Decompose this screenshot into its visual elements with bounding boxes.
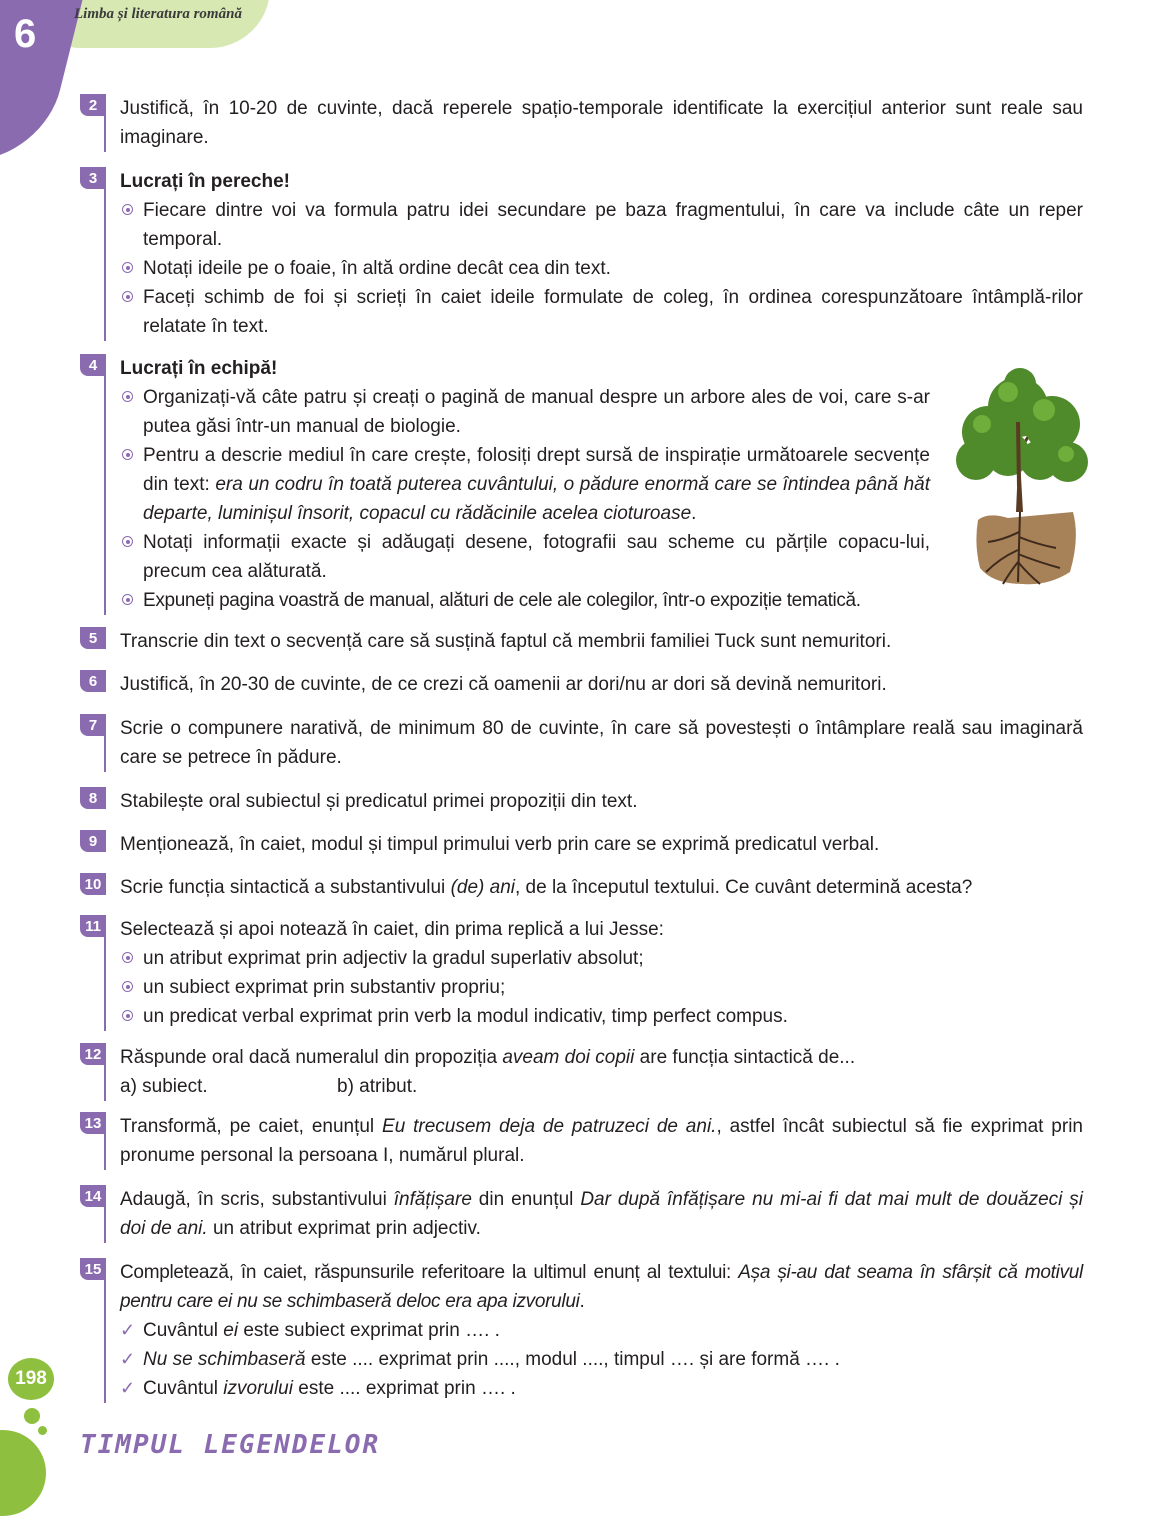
exercise-number: 5 bbox=[80, 627, 106, 649]
exercise-12 bbox=[80, 1043, 1083, 1101]
exercise-bar bbox=[104, 1065, 106, 1101]
bullet-item: Notați ideile pe o foaie, în altă ordine decât cea din text. bbox=[120, 254, 1083, 283]
bullet-icon bbox=[122, 594, 133, 605]
exercise-text: Transformă, pe caiet, enunțul Eu trecusem deja de patruzeci de ani., astfel încât subiectul să fie exprimat prin pronume personal la persoana I, numărul plural. bbox=[120, 1116, 1083, 1166]
exercise-4 bbox=[80, 354, 930, 615]
exercise-2 bbox=[80, 94, 1083, 152]
exercise-number: 12 bbox=[80, 1043, 106, 1065]
tree-illustration bbox=[948, 362, 1098, 594]
exercise-text: Scrie funcția sintactică a substantivului (de) ani, de la începutul textului. Ce cuvânt determină acesta? bbox=[120, 877, 973, 898]
exercise-number: 7 bbox=[80, 714, 106, 736]
exercise-number: 14 bbox=[80, 1185, 106, 1207]
option-a: a) subiect. bbox=[120, 1076, 208, 1097]
bullet-item: Notați informații exacte și adăugați desene, fotografii sau scheme cu părțile copacu-lui, precum cea alăturată. bbox=[120, 528, 930, 586]
option-b: b) atribut. bbox=[337, 1076, 418, 1097]
bullet-icon bbox=[122, 981, 133, 992]
bullet-icon bbox=[122, 291, 133, 302]
exercise-text: Selectează și apoi notează în caiet, din prima replică a lui Jesse: bbox=[120, 919, 664, 940]
bullet-icon bbox=[122, 262, 133, 273]
exercise-text: Stabilește oral subiectul și predicatul primei propoziții din text. bbox=[120, 791, 638, 812]
exercise-number: 15 bbox=[80, 1258, 106, 1280]
checkmark-icon: ✓ bbox=[120, 1349, 136, 1369]
exercise-text: Transcrie din text o secvență care să susțină faptul că membrii familiei Tuck sunt nemuritori. bbox=[120, 631, 892, 652]
exercise-bar bbox=[104, 1280, 106, 1403]
exercise-text: Justifică, în 10-20 de cuvinte, dacă reperele spațio-temporale identificate la exercițiul anterior sunt reale sau imaginare. bbox=[120, 98, 1083, 148]
exercise-15 bbox=[80, 1258, 1083, 1403]
bullet-icon bbox=[122, 204, 133, 215]
exercise-7 bbox=[80, 714, 1083, 772]
exercise-number: 11 bbox=[80, 915, 106, 937]
exercise-number: 2 bbox=[80, 94, 106, 116]
exercise-11 bbox=[80, 915, 1083, 1031]
exercise-heading: Lucrați în echipă! bbox=[120, 358, 278, 379]
exercise-6 bbox=[80, 670, 1083, 699]
exercise-14 bbox=[80, 1185, 1083, 1243]
checkmark-icon: ✓ bbox=[120, 1320, 136, 1340]
bullet-icon bbox=[122, 952, 133, 963]
chapter-number: 6 bbox=[14, 12, 37, 56]
exercise-bar bbox=[104, 1134, 106, 1170]
exercise-number: 10 bbox=[80, 873, 106, 895]
exercise-13 bbox=[80, 1112, 1083, 1170]
exercise-number: 6 bbox=[80, 670, 106, 692]
bullet-icon bbox=[122, 391, 133, 402]
checkmark-icon: ✓ bbox=[120, 1378, 136, 1398]
bullet-item: un subiect exprimat prin substantiv propriu; bbox=[120, 973, 1083, 1002]
exercise-bar bbox=[104, 116, 106, 152]
exercise-number: 3 bbox=[80, 167, 106, 189]
exercise-heading: Lucrați în pereche! bbox=[120, 171, 290, 192]
exercise-text: Completează, în caiet, răspunsurile referitoare la ultimul enunț al textului: Așa și-au dat seama în sfârșit că motivul pentru care ei nu se schimbaseră deloc era apa izvorului. bbox=[120, 1262, 1083, 1312]
unit-title: TIMPUL LEGENDELOR bbox=[80, 1430, 381, 1460]
exercise-text: Menționează, în caiet, modul și timpul primului verb prin care se exprimă predicatul verbal. bbox=[120, 834, 880, 855]
exercise-number: 9 bbox=[80, 830, 106, 852]
exercise-text: Scrie o compunere narativă, de minimum 80 de cuvinte, în care să povestești o întâmplare reală sau imaginară care se petrece în pădure. bbox=[120, 718, 1083, 768]
exercise-10 bbox=[80, 873, 1083, 902]
exercise-number: 8 bbox=[80, 787, 106, 809]
bullet-item: Organizați-vă câte patru și creați o pagină de manual despre un arbore ales de voi, care s-ar putea găsi într-un manual de biologie. bbox=[120, 383, 930, 441]
exercise-bar bbox=[104, 376, 106, 615]
decor-dot bbox=[24, 1408, 40, 1424]
bullet-item: Faceți schimb de foi și scrieți în caiet ideile formulate de coleg, în ordinea corespunzătoare întâmplă-rilor relatate în text. bbox=[120, 283, 1083, 341]
bullet-item: un predicat verbal exprimat prin verb la modul indicativ, timp perfect compus. bbox=[120, 1002, 1083, 1031]
answer-options bbox=[120, 1072, 1083, 1101]
exercise-9 bbox=[80, 830, 1083, 859]
page-number: 198 bbox=[8, 1358, 54, 1400]
subject-title: Limba și literatura română bbox=[74, 6, 242, 22]
bullet-icon bbox=[122, 449, 133, 460]
footer-corner-shape bbox=[0, 1430, 46, 1516]
exercise-3 bbox=[80, 167, 1083, 341]
bullet-item: un atribut exprimat prin adjectiv la gradul superlativ absolut; bbox=[120, 944, 1083, 973]
exercise-8 bbox=[80, 787, 1083, 816]
check-item: ✓ Nu se schimbaseră este .... exprimat prin ...., modul ...., timpul …. și are formă …. . bbox=[120, 1345, 1083, 1374]
bullet-icon bbox=[122, 1010, 133, 1021]
decor-dot bbox=[38, 1426, 47, 1435]
bullet-item: Expuneți pagina voastră de manual, alături de cele ale colegilor, într-o expoziție tematică. bbox=[120, 586, 930, 615]
bullet-icon bbox=[122, 536, 133, 547]
bullet-item: Fiecare dintre voi va formula patru idei secundare pe baza fragmentului, în care va include câte un reper temporal. bbox=[120, 196, 1083, 254]
exercise-text: Răspunde oral dacă numeralul din propoziția aveam doi copii are funcția sintactică de... bbox=[120, 1047, 856, 1068]
bullet-item: Pentru a descrie mediul în care crește, folosiți drept sursă de inspirație următoarele secvențe din text: era un codru în toată puterea cuvântului, o pădure enormă care se întindea până hăt departe, luminișul însorit, copacul cu rădăcinile acelea cioturoase. bbox=[120, 441, 930, 528]
exercise-bar bbox=[104, 189, 106, 341]
exercise-bar bbox=[104, 1207, 106, 1243]
exercise-text: Adaugă, în scris, substantivului înfățișare din enunțul Dar după înfățișare nu mi-ai fi dat mai mult de douăzeci și doi de ani. un atribut exprimat prin adjectiv. bbox=[120, 1189, 1083, 1239]
check-item: ✓ Cuvântul ei este subiect exprimat prin …. . bbox=[120, 1316, 1083, 1345]
exercise-bar bbox=[104, 736, 106, 772]
exercise-bar bbox=[104, 937, 106, 1031]
check-item: ✓ Cuvântul izvorului este .... exprimat prin …. . bbox=[120, 1374, 1083, 1403]
exercise-number: 13 bbox=[80, 1112, 106, 1134]
exercise-number: 4 bbox=[80, 354, 106, 376]
exercise-5 bbox=[80, 627, 1083, 656]
exercise-text: Justifică, în 20-30 de cuvinte, de ce crezi că oamenii ar dori/nu ar dori să devină nemuritori. bbox=[120, 674, 887, 695]
